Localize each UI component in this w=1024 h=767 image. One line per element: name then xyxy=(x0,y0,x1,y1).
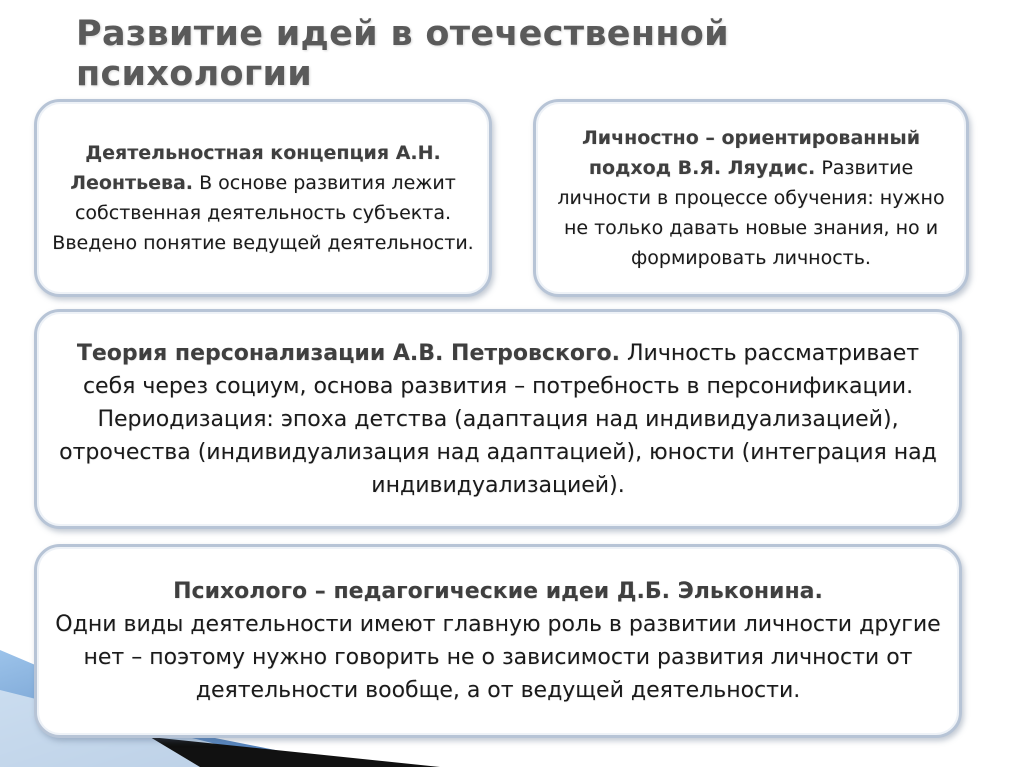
card-leontiev-text: В основе развития лежит собственная деятельность субъекта. xyxy=(74,172,456,224)
card-petrovsky xyxy=(34,309,962,529)
card-elkonin-text: Одни виды деятельности имеют главную роль в развитии личности другие нет – поэтому нужно говорить не о зависимости развития личности от деятельности вообще, а от ведущей деятельности. xyxy=(55,612,941,703)
card-elkonin-heading: Психолого – педагогические идеи Д.Б. Эльконина. xyxy=(173,579,823,604)
card-elkonin xyxy=(34,544,962,738)
card-lyaudis-heading: Личностно – ориентированный подход В.Я. Ляудис. xyxy=(581,127,921,179)
card-lyaudis-text: Развитие личности в процессе обучения: нужно не только давать новые знания, но и формировать личность. xyxy=(557,157,945,269)
card-leontiev-heading: Деятельностная концепция А.Н. Леонтьева. xyxy=(70,142,441,194)
card-leontiev xyxy=(34,99,492,297)
corner-black-swoosh xyxy=(150,737,440,767)
page-title: Развитие идей в отечественной психологии xyxy=(76,14,729,94)
card-lyaudis xyxy=(533,99,969,297)
card-petrovsky-heading: Теория персонализации А.В. Петровского. xyxy=(76,340,620,366)
card-petrovsky-text: Личность рассматривает себя через социум, основа развития – потребность в персонификации. Периодизация: эпоха детства (адаптация над индивидуализацией), отрочества (индивидуализация над адаптацией), юности (интеграция над индивидуализацией). xyxy=(59,340,937,498)
card-leontiev-text2: Введено понятие ведущей деятельности. xyxy=(52,232,474,254)
